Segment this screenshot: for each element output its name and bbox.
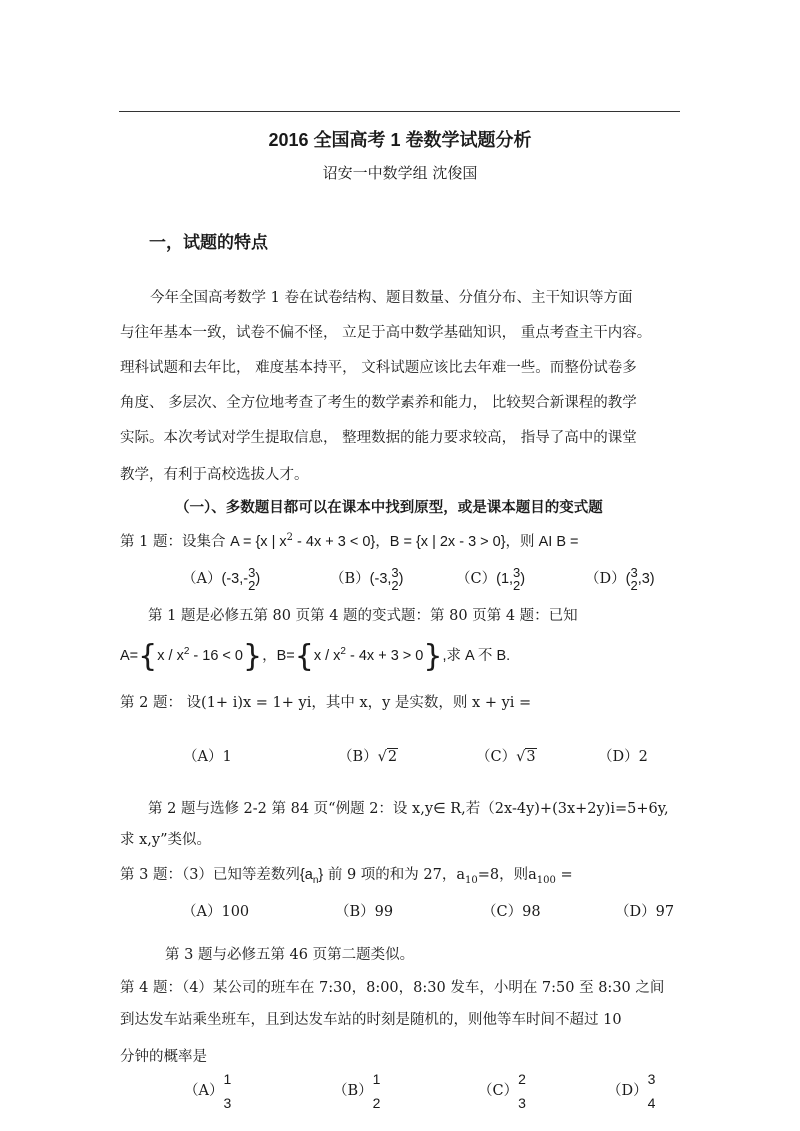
q4-line-3: 分钟的概率是 (120, 1049, 207, 1065)
q4-option-b: （B） 1 2 (333, 1071, 381, 1111)
q4-option-a: （A） 1 3 (184, 1071, 232, 1111)
q3-option-b: （B）99 (335, 904, 394, 920)
q4-line-2: 到达发车站乘坐班车，且到达发车站的时刻是随机的，则他等车时间不超过 10 (120, 1012, 622, 1028)
top-rule (119, 111, 680, 112)
q1-option-b: （B）(-3, 3 2 ) (330, 565, 404, 593)
q2-note-line-1: 第 2 题与选修 2-2 第 84 页“例题 2：设 x,y∈ R,若（2x-4y)+(3x+2y)i=5+6y, (148, 801, 669, 817)
q1-option-d: （D）( 3 2 ,3) (585, 565, 655, 593)
q3-option-a: （A）100 (182, 904, 250, 920)
subsection-heading: （一）、多数题目都可以在课本中找到原型，或是课本题目的变式题 (175, 499, 603, 516)
intro-line-6: 教学，有利于高校选拔人才。 (120, 467, 309, 483)
q2-option-d: （D）2 (598, 749, 648, 765)
q2-option-a: （A）1 (183, 749, 232, 765)
q1-note-line-2: $A=\{x / x^2 - 16 < 0\}$，$B=\{x / x^2 - 4x + 3 > 0\}$,求 A 不 B. (120, 639, 511, 674)
q3-option-c: （C）98 (482, 904, 541, 920)
q1-option-a: （A）(-3,- 3 2 ) (182, 565, 261, 593)
question-3: 第 3 题：（3）已知等差数列$\{a_n\}$ 前 9 项的和为 27，$a_{10}=8$，则$a_{100}$ = (120, 867, 573, 886)
q2-option-c: （C）√3 (476, 749, 536, 765)
section-heading: 一，试题的特点 (149, 233, 268, 253)
q1-option-c: （C）(1, 3 2 ) (456, 565, 526, 593)
q4-option-d: （D） 3 4 (607, 1071, 656, 1111)
q4-line-1: 第 4 题：（4）某公司的班车在 7:30，8:00，8:30 发车，小明在 7:50 至 8:30 之间 (120, 980, 665, 996)
q4-option-c: （C） 2 3 (478, 1071, 526, 1111)
q3-note: 第 3 题与必修五第 46 页第二题类似。 (165, 947, 415, 963)
page-title: 2016 全国高考 1 卷数学试题分析 (268, 130, 532, 150)
q2-note-line-2: 求 x,y”类似。 (120, 832, 211, 848)
intro-line-5: 实际。本次考试对学生提取信息， 整理数据的能力要求较高， 指导了高中的课堂 (120, 430, 637, 446)
question-2: 第 2 题： 设(1+ i)x = 1+ yi，其中 x，y 是实数，则 x + yi = (120, 695, 532, 711)
intro-line-4: 角度、 多层次、全方位地考查了考生的数学素养和能力， 比较契合新课程的教学 (120, 395, 637, 411)
author-line: 诏安一中数学组 沈俊国 (322, 164, 478, 182)
intro-line-2: 与往年基本一致，试卷不偏不怪， 立足于高中数学基础知识， 重点考查主干内容。 (120, 325, 652, 341)
q2-option-b: （B）√2 (338, 749, 398, 765)
question-1: 第 1 题：设集合 A = {x | $x^2 - 4x + 3 < 0$}，B = {x | 2x - 3 > 0}，则 AI B = (120, 532, 579, 550)
intro-line-1: 今年全国高考数学 1 卷在试卷结构、题目数量、分值分布、主干知识等方面 (150, 290, 633, 306)
q3-option-d: （D）97 (615, 904, 675, 920)
q1-note-line-1: 第 1 题是必修五第 80 页第 4 题的变式题：第 80 页第 4 题：已知 (148, 608, 578, 624)
intro-line-3: 理科试题和去年比， 难度基本持平， 文科试题应该比去年难一些。而整份试卷多 (120, 360, 637, 376)
